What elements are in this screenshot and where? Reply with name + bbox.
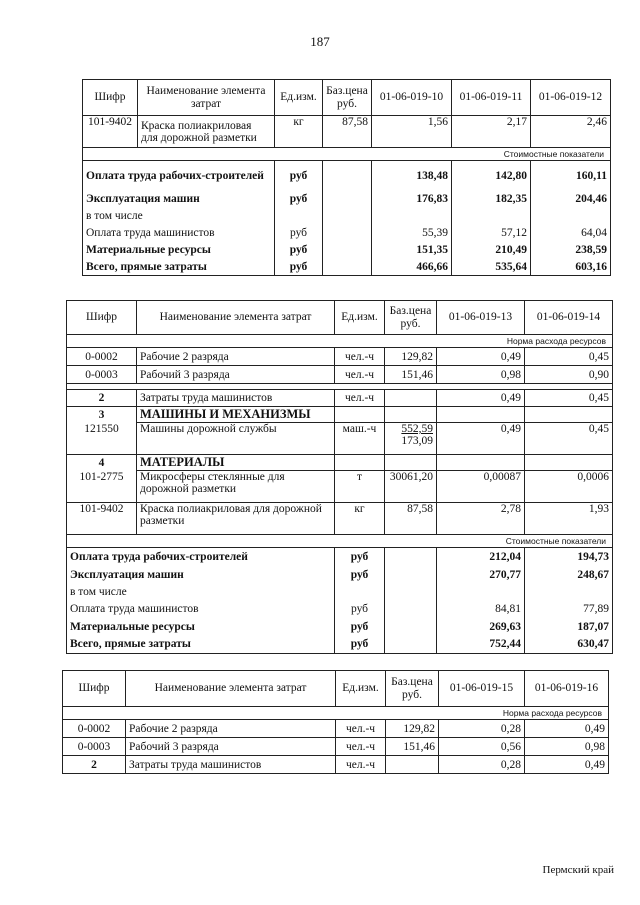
summary-unit: руб (275, 191, 323, 208)
cell-value: 2,78 (437, 503, 525, 535)
summary-label: Эксплуатация машин (83, 191, 275, 208)
cell-value: 0,45 (525, 348, 613, 366)
summary-row (67, 600, 613, 618)
summary-row (83, 161, 611, 191)
header-unit: Ед.изм. (335, 301, 385, 335)
summary-label: в том числе (83, 208, 275, 225)
cell-price: 129,82 (386, 720, 439, 738)
cell-unit: кг (335, 503, 385, 535)
table-row (63, 720, 609, 738)
cell-value: 1,56 (372, 116, 452, 148)
cell-price: 151,46 (386, 738, 439, 756)
summary-row (67, 636, 613, 654)
summary-label: Эксплуатация машин (67, 566, 335, 584)
summary-value: 77,89 (525, 600, 613, 618)
price-line: 173,09 (401, 435, 433, 447)
header-col-2: 01-06-019-11 (452, 80, 531, 116)
resource-table-2 (66, 300, 613, 654)
summary-value: 151,35 (372, 242, 452, 259)
summary-row (83, 191, 611, 208)
cell-value: 0,49 (525, 756, 609, 774)
cell-value: 0,49 (437, 348, 525, 366)
cell-code: 0-0002 (63, 720, 126, 738)
header-col-2: 01-06-019-14 (525, 301, 613, 335)
cell-code: 101-9402 (67, 503, 137, 535)
summary-value: 57,12 (452, 225, 531, 242)
summary-unit: руб (335, 600, 385, 618)
summary-label: в том числе (67, 584, 335, 600)
summary-value: 603,16 (531, 259, 611, 276)
header-col-1: 01-06-019-13 (437, 301, 525, 335)
summary-value: 535,64 (452, 259, 531, 276)
cell-unit: чел.-ч (335, 390, 385, 407)
table-row (63, 738, 609, 756)
header-col-3: 01-06-019-12 (531, 80, 611, 116)
section-heading (67, 455, 613, 471)
cell-price (385, 390, 437, 407)
cell-price (385, 423, 437, 455)
summary-unit: руб (335, 636, 385, 654)
cell-name: Рабочий 3 разряда (137, 366, 335, 384)
header-name: Наименование элемента затрат (137, 301, 335, 335)
table-row (67, 390, 613, 407)
summary-row (67, 548, 613, 566)
summary-unit: руб (335, 566, 385, 584)
summary-row (67, 618, 613, 636)
table-row (67, 503, 613, 535)
summary-row (83, 208, 611, 225)
resource-table-1 (82, 79, 611, 276)
cell-value: 0,00087 (437, 471, 525, 503)
cell-unit: чел.-ч (336, 756, 386, 774)
cell-name: МАТЕРИАЛЫ (137, 455, 335, 471)
cell-value: 0,98 (437, 366, 525, 384)
cell-unit: т (335, 471, 385, 503)
summary-label: Всего, прямые затраты (67, 636, 335, 654)
header-col-2: 01-06-019-16 (525, 671, 609, 707)
cell-value: 0,49 (437, 390, 525, 407)
header-name: Наименование элемента затрат (126, 671, 336, 707)
cell-value: 0,45 (525, 390, 613, 407)
section-label: Стоимостные показатели (83, 148, 611, 161)
table-row (67, 348, 613, 366)
cell-value: 0,0006 (525, 471, 613, 503)
cell-name: Затраты труда машинистов (137, 390, 335, 407)
summary-label: Оплата труда рабочих-строителей (67, 548, 335, 566)
summary-label: Оплата труда машинистов (67, 600, 335, 618)
cell-value: 0,45 (525, 423, 613, 455)
cell-price: 151,46 (385, 366, 437, 384)
summary-value: 142,80 (452, 161, 531, 191)
cell-unit: чел.-ч (335, 366, 385, 384)
cell-value: 0,56 (439, 738, 525, 756)
summary-unit: руб (335, 618, 385, 636)
summary-value: 160,11 (531, 161, 611, 191)
summary-value: 752,44 (437, 636, 525, 654)
header-code: Шифр (67, 301, 137, 335)
cell-value: 0,28 (439, 756, 525, 774)
summary-value: 194,73 (525, 548, 613, 566)
cell-name: Рабочие 2 разряда (137, 348, 335, 366)
header-unit: Ед.изм. (275, 80, 323, 116)
section-heading (67, 407, 613, 423)
header-col-1: 01-06-019-10 (372, 80, 452, 116)
summary-value: 269,63 (437, 618, 525, 636)
table-row (67, 366, 613, 384)
cell-code: 4 (67, 455, 137, 471)
header-price: Баз.цена руб. (323, 80, 372, 116)
header-price: Баз.цена руб. (385, 301, 437, 335)
cell-unit: чел.-ч (336, 720, 386, 738)
cell-unit: чел.-ч (336, 738, 386, 756)
summary-value: 270,77 (437, 566, 525, 584)
header-code: Шифр (83, 80, 138, 116)
summary-value: 212,04 (437, 548, 525, 566)
summary-value: 55,39 (372, 225, 452, 242)
summary-unit: руб (275, 161, 323, 191)
cell-code: 121550 (67, 423, 137, 455)
summary-unit: руб (275, 259, 323, 276)
cell-name: Затраты труда машинистов (126, 756, 336, 774)
section-label: Стоимостные показатели (67, 535, 613, 548)
summary-value: 64,04 (531, 225, 611, 242)
summary-value: 176,83 (372, 191, 452, 208)
table-row (67, 423, 613, 455)
cell-name: Краска полиакриловая для дорожной разметки (137, 503, 335, 535)
table-row (67, 471, 613, 503)
summary-row (83, 225, 611, 242)
cell-value: 2,17 (452, 116, 531, 148)
summary-label: Материальные ресурсы (83, 242, 275, 259)
cell-name: Рабочий 3 разряда (126, 738, 336, 756)
header-col-1: 01-06-019-15 (439, 671, 525, 707)
cell-name: Краска полиакриловая для дорожной разметки (138, 116, 275, 148)
cell-code: 0-0003 (67, 366, 137, 384)
section-label: Норма расхода ресурсов (67, 335, 613, 348)
footer-region: Пермский край (542, 864, 614, 876)
cell-price: 87,58 (385, 503, 437, 535)
cell-unit: маш.-ч (335, 423, 385, 455)
table-row (63, 756, 609, 774)
cell-unit: чел.-ч (335, 348, 385, 366)
summary-label: Материальные ресурсы (67, 618, 335, 636)
summary-value: 187,07 (525, 618, 613, 636)
summary-value: 182,35 (452, 191, 531, 208)
cell-value: 0,49 (525, 720, 609, 738)
header-unit: Ед.изм. (336, 671, 386, 707)
cell-unit: кг (275, 116, 323, 148)
cell-name: Рабочие 2 разряда (126, 720, 336, 738)
summary-row (83, 259, 611, 276)
summary-unit: руб (335, 548, 385, 566)
cell-value: 0,49 (437, 423, 525, 455)
summary-value: 248,67 (525, 566, 613, 584)
cell-value: 1,93 (525, 503, 613, 535)
page-number: 187 (310, 34, 330, 49)
resource-table-3 (62, 670, 609, 774)
cell-name: Микросферы стеклянные для дорожной разметки (137, 471, 335, 503)
cell-code: 0-0002 (67, 348, 137, 366)
cell-value: 0,98 (525, 738, 609, 756)
summary-value: 630,47 (525, 636, 613, 654)
summary-unit: руб (275, 225, 323, 242)
header-code: Шифр (63, 671, 126, 707)
header-price: Баз.цена руб. (386, 671, 439, 707)
cell-code: 2 (63, 756, 126, 774)
cell-price: 87,58 (323, 116, 372, 148)
summary-label: Оплата труда машинистов (83, 225, 275, 242)
summary-value: 204,46 (531, 191, 611, 208)
cell-code: 0-0003 (63, 738, 126, 756)
cell-code: 101-9402 (83, 116, 138, 148)
section-label: Норма расхода ресурсов (63, 707, 609, 720)
cell-value: 0,28 (439, 720, 525, 738)
summary-value: 138,48 (372, 161, 452, 191)
summary-row (67, 584, 613, 600)
cell-price: 30061,20 (385, 471, 437, 503)
cell-code: 2 (67, 390, 137, 407)
summary-row (67, 566, 613, 584)
cell-name: Машины дорожной службы (137, 423, 335, 455)
summary-label: Всего, прямые затраты (83, 259, 275, 276)
cell-code: 101-2775 (67, 471, 137, 503)
cell-price: 129,82 (385, 348, 437, 366)
summary-unit: руб (275, 242, 323, 259)
cell-price (386, 756, 439, 774)
cell-code: 3 (67, 407, 137, 423)
header-name: Наименование элемента затрат (138, 80, 275, 116)
summary-label: Оплата труда рабочих-строителей (83, 161, 275, 191)
price-line: 552,59 (401, 423, 433, 435)
cell-value: 2,46 (531, 116, 611, 148)
summary-value: 238,59 (531, 242, 611, 259)
cell-name: МАШИНЫ И МЕХАНИЗМЫ (137, 407, 335, 423)
cell-value: 0,90 (525, 366, 613, 384)
summary-value: 84,81 (437, 600, 525, 618)
table-row (83, 116, 611, 148)
summary-row (83, 242, 611, 259)
summary-value: 466,66 (372, 259, 452, 276)
summary-value: 210,49 (452, 242, 531, 259)
